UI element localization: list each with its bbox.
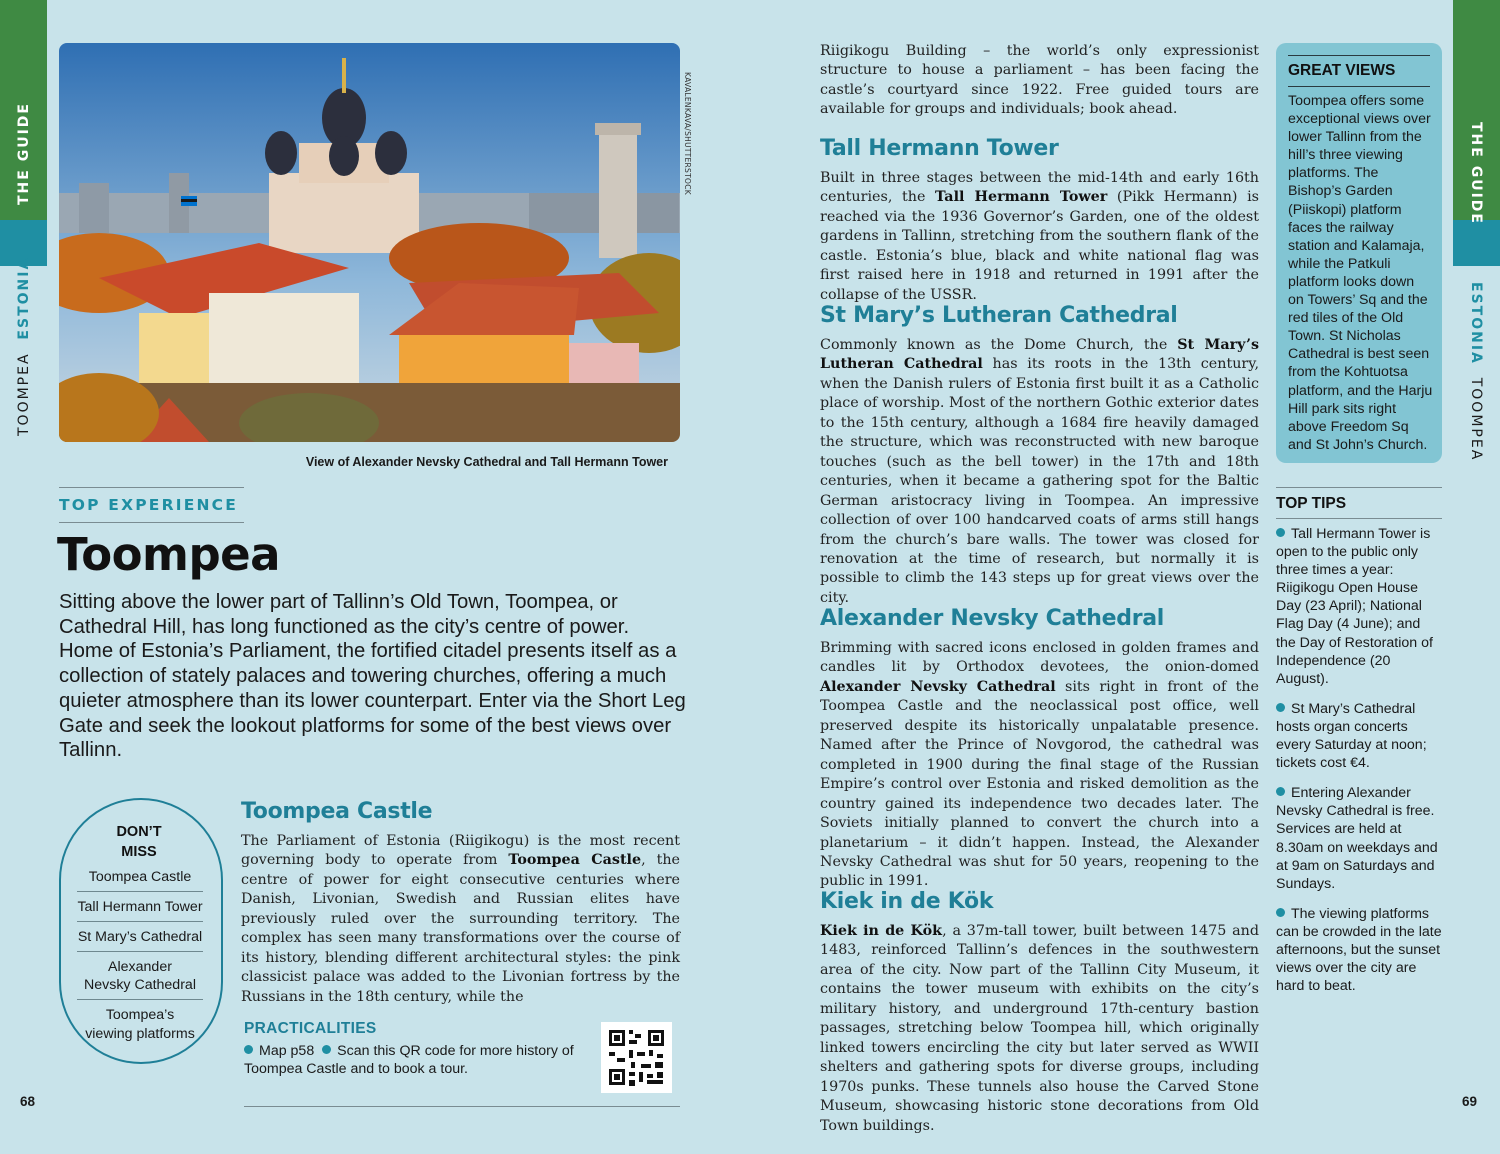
left-tab-region-label [16,257,32,436]
nevsky-text-b: sits right in front of the Toompea Castle and the neoclassical post office, well preserved despite its historically unpalatable presence. Named after the Prince of Novgorod, the cathedral was completed in 1900 during the final stage of the Russian Empire’s control over Estonia and risked demolition as the country gained its independence two decades later. The Soviets initially planned to convert the church into a planetarium – it didn’t happen. Instead, the Alexander Nevsky Cathedral was shut for 50 years, reopening to the public in 1991. [820,678,1259,890]
great-views-rule-2 [1288,86,1430,87]
castle-continuation: Riigikogu Building – the world’s only expressionist structure to house a parliament – has been facing the castle’s courtyard since 1922. Free guided tours are available for groups and individuals; book ahead. [820,43,1259,118]
right-tab-region-bar [1453,220,1500,266]
top-tips-rule-top [1276,487,1442,488]
dont-miss-item: Toompea’s viewing platforms [85,1007,195,1042]
top-tip-item [1276,905,1442,995]
left-tab-place: TOOMPEA [16,352,32,436]
bullet-dot [1276,703,1285,712]
page-number-left: 68 [20,1094,36,1109]
top-tip-item [1276,525,1442,688]
nevsky-heading: Alexander Nevsky Cathedral [820,606,1165,631]
bullet-dot [1276,787,1285,796]
toompea-castle-text-b: , the centre of power for eight consecutive centuries where Danish, Livonian, Swedish and Russian elites have previously ruled over the surrounding territory. The complex has seen many transformations over the course of its history, blending different architectural styles: the pink classicist palace was added to the Livonian fortress by the Russians in the 18th century, while the [241,852,680,1005]
st-mary-text-b: has its roots in the 13th century, when the Danish rulers of Estonia first built it as a Catholic place of worship. Most of the northern Gothic exterior dates to the 15th century, although a 1684 fire heavily damaged the structure, which was reconstructed with new baroque touches (such as the bell tower) in the 17th and 18th centuries, when it became a gathering spot for the Baltic German aristocracy living in Toompea. An impressive collection of over 100 handcarved coats of arms still hangs from the church’s bare walls. The tower was closed for renovation at the time of research, but normally it is possible to climb the 143 steps up for great views over the city. [820,356,1259,606]
dont-miss-heading: DON’T MISS [116,824,162,860]
kiek-paragraph [820,922,1259,1136]
practicalities-rule [244,1106,680,1107]
great-views-rule [1288,55,1430,56]
bullet-dot [1276,908,1285,917]
st-mary-paragraph [820,336,1259,608]
top-tip-item [1276,784,1442,893]
bullet-dot [1276,528,1285,537]
qr-code[interactable] [601,1022,672,1093]
photo-credit: KAVALENKAVA/SHUTTERSTOCK [683,72,692,195]
right-tab-region-label [1468,282,1484,461]
great-views-text: Toompea offers some exceptional views over lower Tallinn from the hill’s three viewing platforms. The Bishop’s Garden (Piiskopi) platform faces the railway station and Kalamaja, while the Patkuli platform looks down on Towers’ Sq and the red tiles of the Old Town. St Nicholas Cathedral is best seen from the Kohtuotsa platform, and the Harju Hill park sits right above Freedom Sq and St John’s Church. [1288,93,1433,453]
st-mary-bold: St Mary’s Lutheran Cathedral [820,337,1259,373]
photo [59,43,680,442]
practicalities-qr-text: Scan this QR code for more history of Toompea Castle and to book a tour. [244,1043,574,1078]
intro-paragraph: Sitting above the lower part of Tallinn’s Old Town, Toompea, or Cathedral Hill, has long functioned as the city’s centre of power. Home of Estonia’s Parliament, the fortified citadel presents itself as a collection of stately palaces and towering churches, offering a much quieter atmosphere than its lower counterpart. Enter via the Short Leg Gate and seek the lookout platforms for some of the best views over Tallinn. [59,591,686,762]
bullet-dot [322,1045,331,1054]
kiek-heading: Kiek in de Kök [820,889,994,914]
kiek-text-b: , a 37m-tall tower, built between 1475 and 1483, reinforced Tallinn’s defences in the southwestern area of the city. Now part of the Tallinn City Museum, it contains the tower museum with exhibits on the city’s military history, and underground 17th-century bastion passages, stretching below Toompea hill, which originally linked towers encircling the city but later served as WWII shelters and gathering spots for diverse groups, including 1970s punks. These tunnels also house the Carved Stone Museum, showcasing historic stone decorations from Old Town buildings. [820,923,1259,1134]
top-tips-list [1276,525,1442,995]
page-number-right: 69 [1462,1094,1478,1109]
dont-miss-item: St Mary’s Cathedral [77,922,203,952]
kiek-bold: Kiek in de Kök [820,923,943,939]
dont-miss-item: Tall Hermann Tower [77,892,203,922]
bullet-dot [244,1045,253,1054]
practicalities-heading: PRACTICALITIES [244,1020,377,1037]
top-experience-label: TOP EXPERIENCE [59,496,239,514]
toompea-castle-heading: Toompea Castle [241,799,433,824]
toompea-castle-bold: Toompea Castle [508,852,642,869]
qr-code-icon [601,1022,672,1093]
dont-miss-item: Toompea Castle [77,866,203,892]
top-tips-heading: TOP TIPS [1276,495,1347,512]
nevsky-paragraph [820,639,1259,892]
tall-hermann-text-a: Built in three stages between the mid-14th and early 16th centuries, the [820,170,1259,206]
tall-hermann-paragraph [820,169,1259,305]
top-tip-text: Tall Hermann Tower is open to the public only three times a year: Riigikogu Open House Day (23 April); National Flag Day (4 June); and the Day of Restoration of Independence (20 August). [1276,526,1433,687]
right-tab-place: TOOMPEA [1468,377,1484,462]
great-views-heading: GREAT VIEWS [1288,62,1396,79]
top-experience-rule-top [59,487,244,488]
top-tip-text: Entering Alexander Nevsky Cathedral is free. Services are held at 8.30am on weekdays and at 9am on Saturdays and Sundays. [1276,785,1438,892]
nevsky-bold: Alexander Nevsky Cathedral [820,678,1056,695]
st-mary-text-a: Commonly known as the Dome Church, the [820,337,1178,353]
dont-miss-list [77,866,203,1048]
photo-caption: View of Alexander Nevsky Cathedral and Tall Hermann Tower [305,455,668,469]
tall-hermann-text-b: (Pikk Hermann) is reached via the 1936 Governor’s Garden, one of the oldest gardens in Tallinn, stretching from the southern flank of the castle. Estonia’s blue, black and white national flag was first raised here in 1918 and returned in 1991 after the collapse of the USSR. [820,189,1259,303]
practicalities-text [244,1042,584,1078]
left-tab-region: ESTONIA [16,256,32,340]
right-tab-section-label: THE GUIDE [1468,122,1484,225]
st-mary-heading: St Mary’s Lutheran Cathedral [820,303,1178,328]
toompea-castle-paragraph [241,832,680,1007]
top-tip-item [1276,700,1442,772]
nevsky-text-a: Brimming with sacred icons enclosed in golden frames and candles lit by Orthodox devotees, the onion-domed [820,640,1259,676]
left-tab-section-label: THE GUIDE [16,102,32,205]
right-tab-region: ESTONIA [1468,282,1484,365]
top-tip-text: The viewing platforms can be crowded in the late afternoons, but the sunset views over the city are hard to beat. [1276,905,1442,995]
top-experience-rule-bottom [59,522,244,523]
tall-hermann-heading: Tall Hermann Tower [820,136,1059,161]
dont-miss-item: Alexander Nevsky Cathedral [77,952,203,1000]
tall-hermann-bold: Tall Hermann Tower [935,189,1108,206]
page-title: Toompea [57,528,281,581]
top-tip-text: St Mary’s Cathedral hosts organ concerts every Saturday at noon; tickets cost €4. [1276,700,1427,772]
toompea-castle-text-a: The Parliament of Estonia (Riigikogu) is the most recent governing body to operate from [241,833,680,869]
top-tips-rule-bottom [1276,518,1442,519]
practicalities-map[interactable]: Map p58 [259,1043,315,1059]
photo-illustration [59,43,680,442]
